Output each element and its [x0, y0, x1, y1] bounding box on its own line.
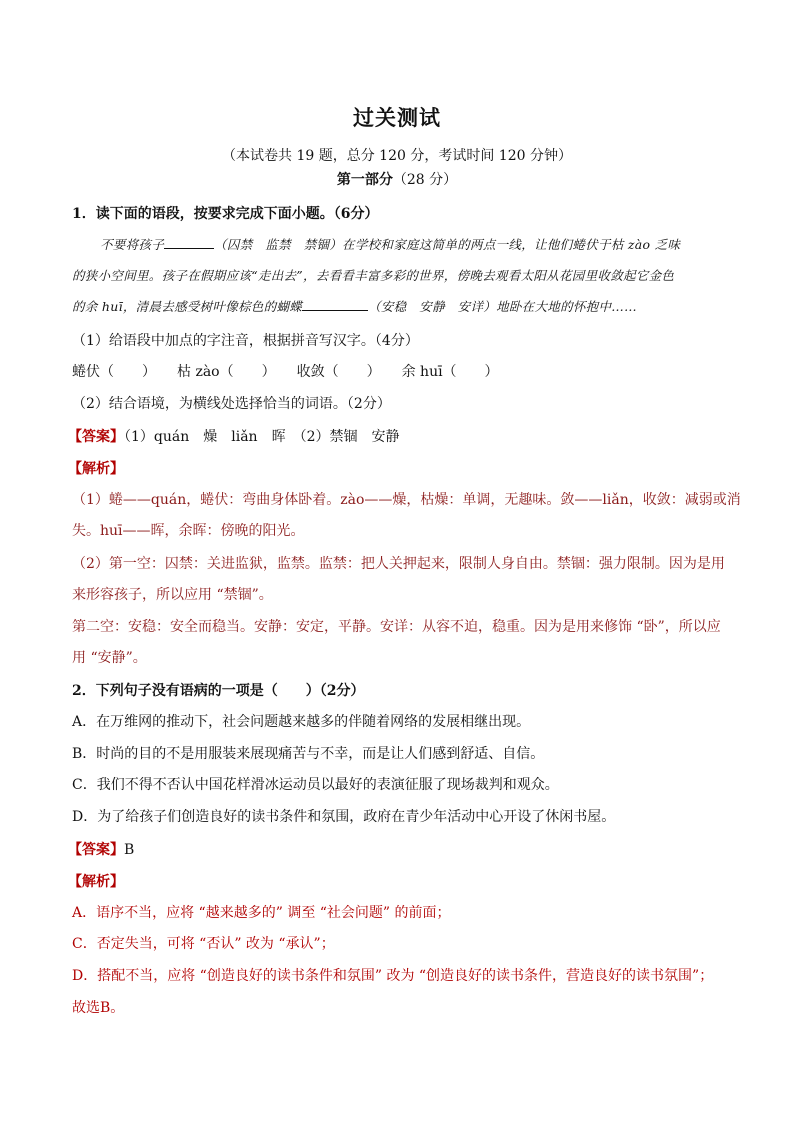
q1-analysis-1a: （1）蜷——quán，蜷伏：弯曲身体卧着。zào——燥，枯燥：单调，无趣味。敛——liǎn，收敛：减弱或消	[72, 492, 741, 508]
section-title: 第一部分	[336, 172, 393, 188]
q1-analysis-2b: 来形容孩子，所以应用 “禁锢”。	[72, 587, 273, 603]
q2-option-c: C．我们不得不否认中国花样滑冰运动员以最好的表演征服了现场裁判和观众。	[72, 777, 559, 793]
page-title: 过关测试	[353, 105, 441, 130]
q2-answer	[68, 840, 718, 860]
q1-answer	[68, 427, 718, 447]
q2-analysis-a: A．语序不当，应将 “越来越多的” 调至 “社会问题” 的前面；	[72, 905, 451, 921]
answer-tag: 【答案】	[68, 842, 124, 858]
q1-sub1-items: 蜷伏（ ） 枯 zào（ ） 收敛（ ） 余 huī（ ）	[72, 364, 499, 380]
passage-text: （囚禁 监禁 禁锢）在学校和家庭这简单的两点一线，让他们蜷伏于枯 zào 乏味	[214, 237, 681, 252]
q1-analysis-tag: 【解析】	[68, 461, 124, 477]
blank-2	[302, 297, 368, 311]
q1-passage-line-2: 的狭小空间里。孩子在假期应该“走出去”，去看看丰富多彩的世界，傍晚去观看太阳从花园里收敛起它金色	[72, 268, 675, 283]
passage-text: 的余 huī，清晨去感受树叶像棕色的蝴蝶	[72, 299, 303, 314]
q1-sub2: （2）结合语境，为横线处选择恰当的词语。（2分）	[72, 396, 391, 412]
q1-sub1: （1）给语段中加点的字注音，根据拼音写汉字。（4分）	[72, 333, 419, 349]
passage-text: 不要将孩子	[100, 237, 165, 252]
q2-conclusion: 故选B。	[72, 1000, 125, 1016]
q2-option-a: A．在万维网的推动下，社会问题越来越多的伴随着网络的发展相继出现。	[72, 714, 531, 730]
blank-1	[164, 235, 214, 249]
answer-tag: 【答案】	[68, 429, 124, 445]
q2-analysis-tag: 【解析】	[68, 874, 124, 890]
q2-analysis-d: D．搭配不当，应将 “创造良好的读书条件和氛围” 改为 “创造良好的读书条件，营造良好的读书氛围”；	[72, 968, 714, 984]
answer-text: （1）quán 燥 liǎn 晖 （2）禁锢 安静	[124, 429, 400, 445]
q1-analysis-2a: （2）第一空：囚禁：关进监狱，监禁。监禁：把人关押起来，限制人身自由。禁锢：强力限制。因为是用	[72, 556, 725, 572]
q2-option-d: D．为了给孩子们创造良好的读书条件和氛围，政府在青少年活动中心开设了休闲书屋。	[72, 809, 616, 825]
answer-text: B	[124, 842, 135, 858]
q1-passage-line-3	[72, 297, 722, 317]
q1-analysis-3a: 第二空：安稳：安全而稳当。安静：安定，平静。安详：从容不迫，稳重。因为是用来修饰 “卧”，所以应	[72, 619, 721, 635]
exam-info: （本试卷共 19 题，总分 120 分，考试时间 120 分钟）	[222, 148, 572, 164]
q1-passage-line-1	[100, 235, 750, 255]
section-heading	[0, 169, 794, 189]
q2-option-b: B．时尚的目的不是用服装来展现痛苦与不幸，而是让人们感到舒适、自信。	[72, 746, 545, 762]
q1-analysis-1b: 失。huī——晖，余晖：傍晚的阳光。	[72, 523, 305, 539]
section-score: （28 分）	[392, 172, 458, 188]
passage-text: （安稳 安静 安详）地卧在大地的怀抱中……	[368, 299, 637, 314]
q1-analysis-3b: 用 “安静”。	[72, 650, 147, 666]
q2-stem: 2．下列句子没有语病的一项是（ ）（2分）	[72, 683, 365, 699]
q2-analysis-c: C．否定失当，可将 “否认” 改为 “承认”；	[72, 936, 335, 952]
q1-stem: 1．读下面的语段，按要求完成下面小题。（6分）	[72, 206, 379, 222]
